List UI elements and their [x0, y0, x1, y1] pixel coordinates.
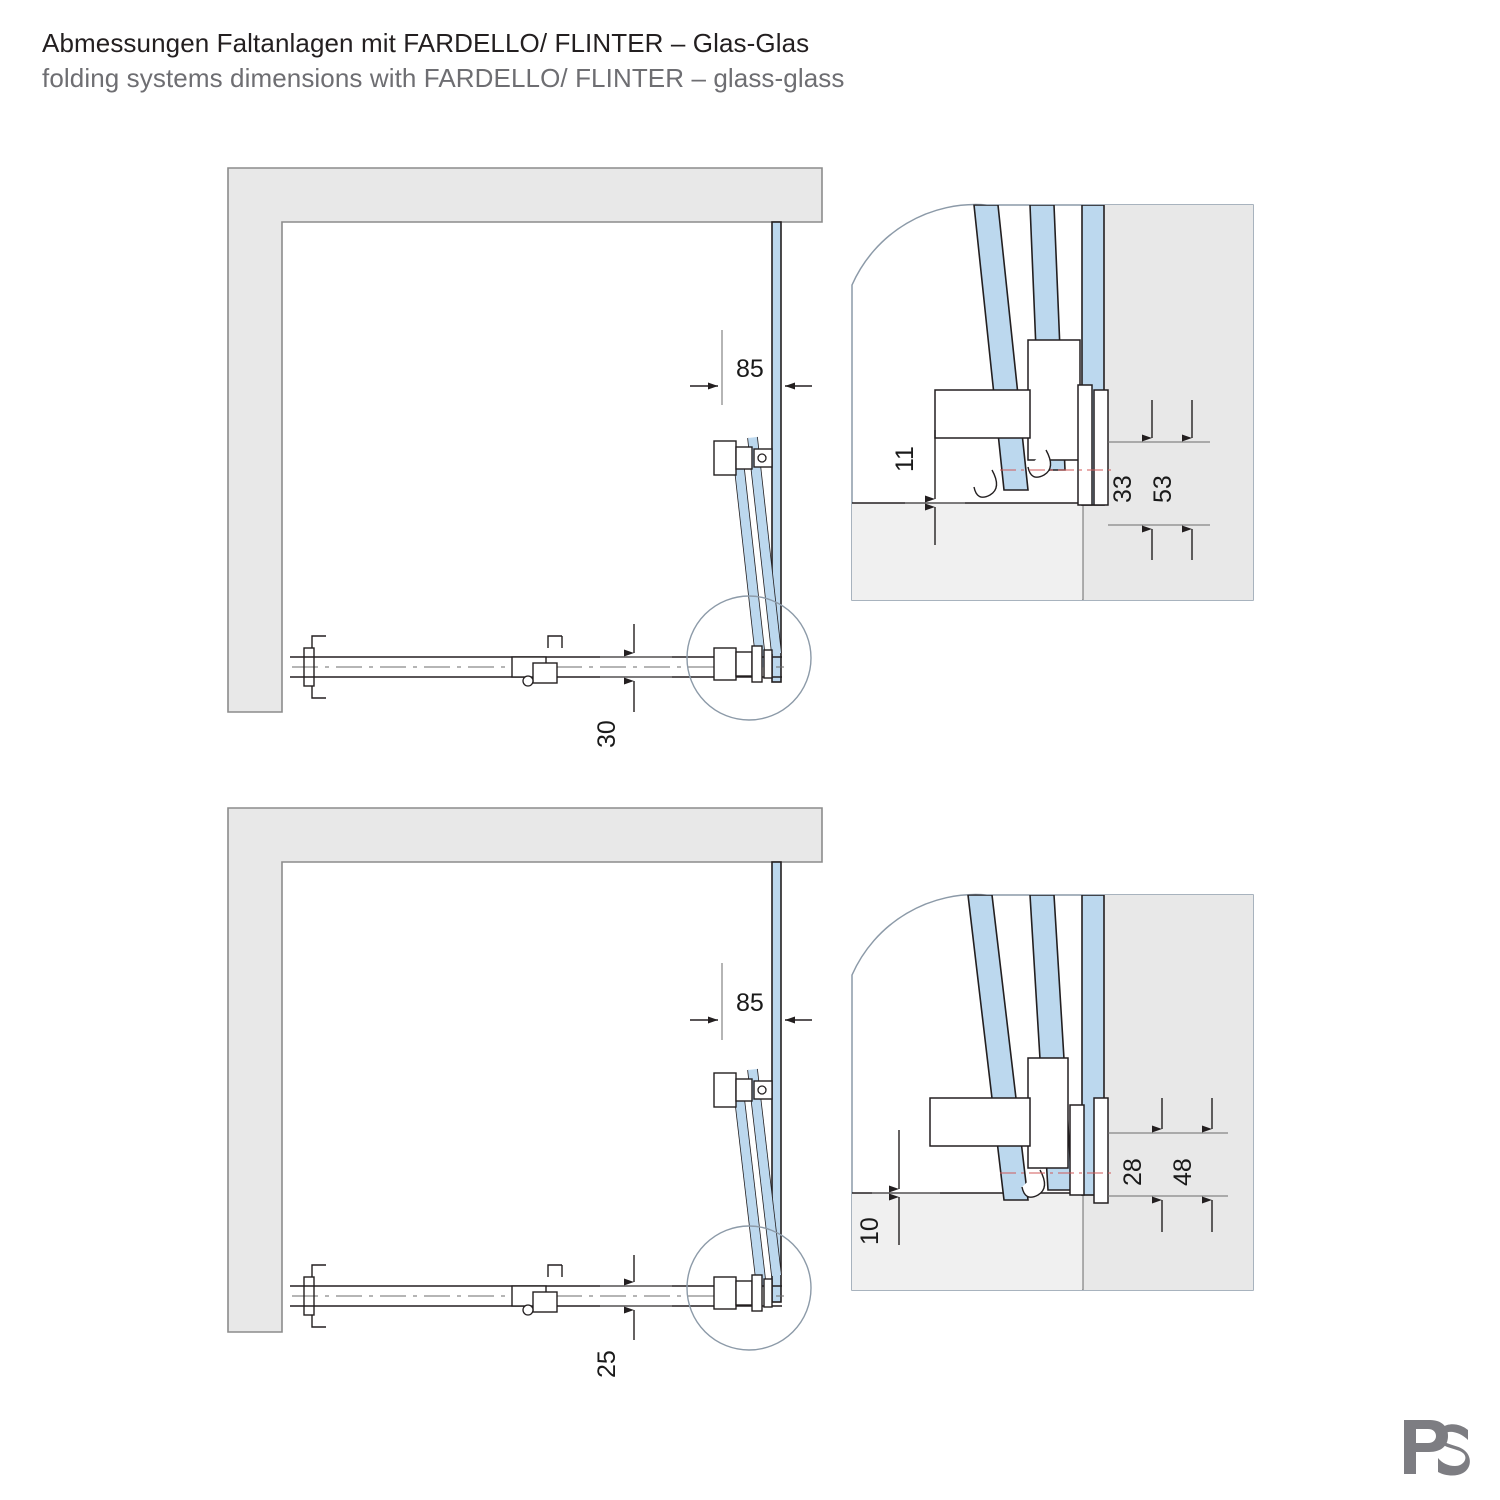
dimension-25: [593, 1255, 672, 1378]
detail-view-flinter: [852, 895, 1263, 1295]
dimension-85-bottom: [690, 963, 812, 1040]
detail-view-fardello: [852, 205, 1263, 605]
folding-leaf-assembly: [714, 437, 781, 668]
dim-label-30: 30: [593, 720, 621, 748]
page-title-de: Abmessungen Faltanlagen mit FARDELLO/ FLINTER – Glas-Glas: [42, 28, 810, 58]
dim-label-10: 10: [856, 1217, 884, 1245]
wall-outline: [228, 168, 822, 712]
dim-label-28: 28: [1119, 1158, 1147, 1186]
dim-label-25: 25: [593, 1350, 621, 1378]
diagram-fardello-plan: [228, 168, 1263, 748]
bottom-rail: [290, 636, 784, 698]
dim-label-85-top: 85: [736, 355, 764, 383]
page-title-en: folding systems dimensions with FARDELLO/ FLINTER – glass-glass: [42, 63, 845, 93]
dim-label-48: 48: [1169, 1158, 1197, 1186]
diagram-flinter-plan: [228, 808, 1263, 1378]
folding-leaf-assembly-2: [714, 1069, 781, 1288]
dim-label-33: 33: [1109, 475, 1137, 503]
dim-label-11: 11: [891, 446, 919, 472]
dimension-30-top: [593, 624, 672, 748]
wall-outline-2: [228, 808, 822, 1332]
bottom-rail-2: [290, 1265, 784, 1327]
dim-label-85-bottom: 85: [736, 989, 764, 1017]
dim-label-53: 53: [1149, 475, 1177, 503]
dimension-85-top: [690, 330, 812, 405]
ps-logo: [1400, 1416, 1472, 1478]
